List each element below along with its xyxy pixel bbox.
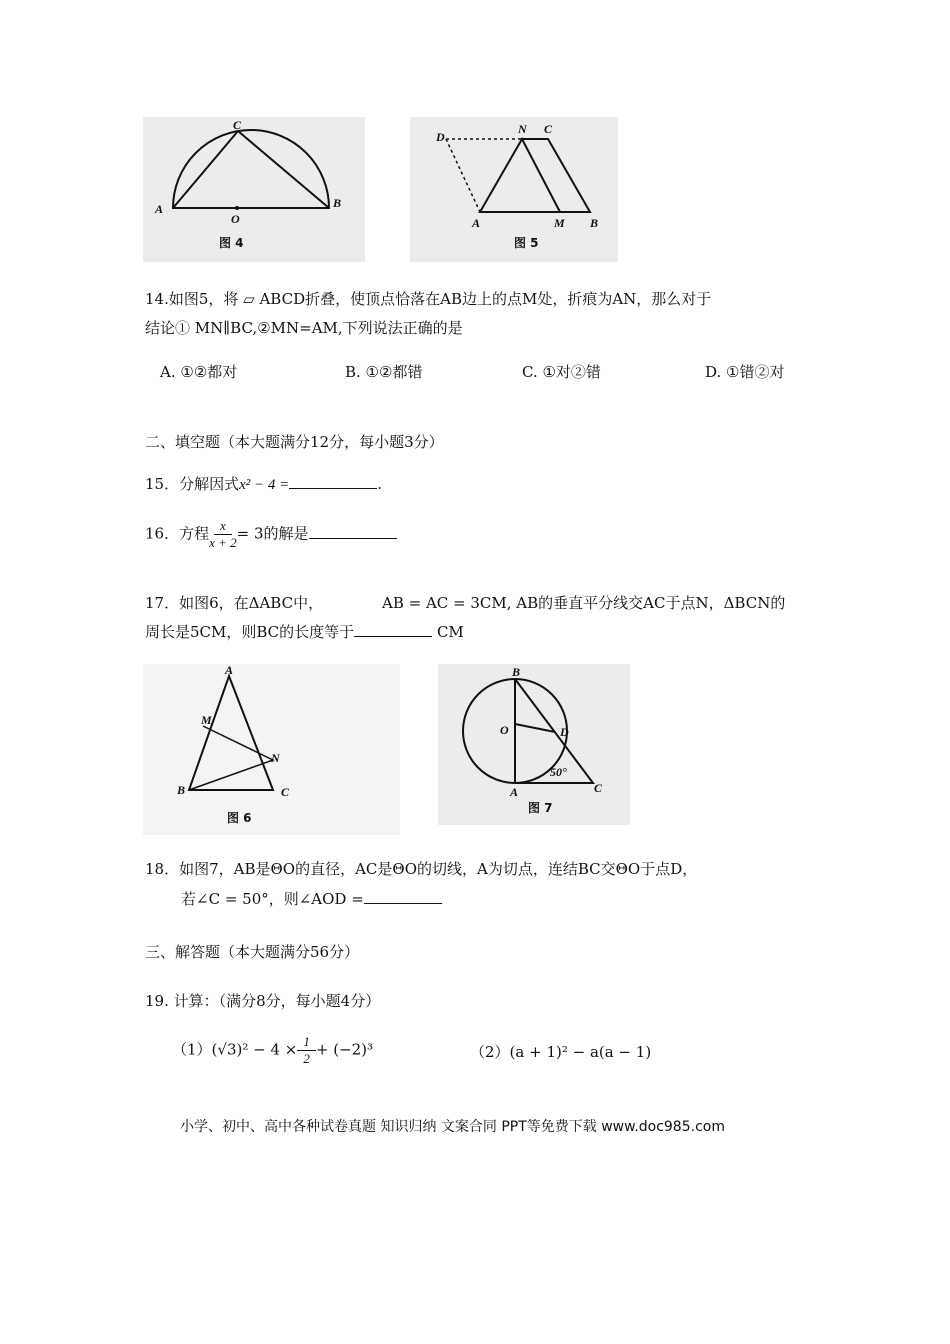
q15-expr: x² − 4 =: [239, 477, 290, 493]
label-angle: 50°: [550, 765, 567, 779]
question-14-line2: 结论① MN∥BC,②MN=AM,下列说法正确的是: [145, 319, 463, 337]
option-b: B. ①②都错: [345, 363, 423, 381]
figure-caption: 图 5: [514, 236, 539, 250]
option-c: C. ①对②错: [522, 363, 601, 381]
label-N: N: [518, 122, 527, 136]
label-D: D: [560, 725, 569, 739]
question-15: [145, 473, 382, 494]
question-14-line1: 14.如图5，将 ▱ ABCD折叠，使顶点恰落在AB边上的点M处，折痕为AN，那么对于: [145, 290, 712, 308]
label-M: M: [201, 713, 212, 727]
answer-blank: [309, 524, 397, 539]
label-A: A: [510, 785, 519, 799]
answer-blank: [364, 889, 442, 904]
q16-eq: = 3的解是: [236, 524, 309, 543]
figure-caption: 图 6: [227, 811, 252, 825]
fraction: [297, 1034, 316, 1067]
answer-blank: [354, 622, 432, 637]
answer-blank: [289, 474, 377, 489]
label-O: O: [231, 212, 240, 226]
figure-7: [438, 664, 630, 825]
label-C: C: [594, 781, 603, 795]
section-2-heading: 二、填空题（本大题满分12分，每小题3分）: [145, 433, 444, 451]
figure-4: [143, 117, 365, 262]
label-A: A: [155, 202, 164, 216]
q15-prefix: 15．分解因式: [145, 475, 240, 493]
label-D: D: [436, 130, 445, 144]
q18-text: 若∠C = 50°，则∠AOD =: [181, 890, 364, 908]
question-17-line1b: AB = AC = 3CM, AB的垂直平分线交AC于点N，ΔBCN的: [382, 594, 786, 612]
figure-caption: 图 7: [528, 801, 553, 815]
part1-expr-b: + (−2)³: [315, 1040, 374, 1059]
figure-5: [410, 117, 618, 262]
label-C: C: [281, 785, 290, 799]
figure-6: [143, 664, 400, 835]
option-a: A. ①②都对: [160, 363, 238, 381]
label-B: B: [333, 196, 342, 210]
q17-text: 周长是5CM，则BC的长度等于: [145, 623, 355, 641]
label-C: C: [544, 122, 553, 136]
question-17-line1a: 17．如图6，在ΔABC中，: [145, 594, 324, 612]
footer-text: 小学、初中、高中各种试卷真题 知识归纳 文案合同 PPT等免费下载 www.doc985.com: [180, 1119, 725, 1135]
fraction: [209, 518, 237, 551]
figure-caption: 图 4: [219, 236, 244, 250]
question-17-line2: [145, 621, 464, 642]
label-B: B: [177, 783, 186, 797]
denominator: 2: [303, 1051, 310, 1066]
option-d: D. ①错②对: [705, 363, 785, 381]
question-19-part1: [172, 1034, 373, 1067]
denominator: x + 2: [209, 535, 237, 550]
question-18-line1: 18．如图7，AB是ΘO的直径，AC是ΘO的切线，A为切点，连结BC交ΘO于点D，: [145, 860, 698, 878]
question-18-line2: [181, 888, 442, 909]
numerator: 1: [297, 1034, 316, 1051]
label-A: A: [472, 216, 481, 230]
numerator: x: [214, 518, 232, 535]
q17-unit: CM: [436, 623, 464, 641]
question-19-title: 19. 计算：（满分8分，每小题4分）: [145, 992, 381, 1010]
q15-suffix: .: [377, 475, 383, 493]
section-3-heading: 三、解答题（本大题满分56分）: [145, 943, 360, 961]
part1-expr-a: （1）(√3)² − 4 ×: [172, 1040, 298, 1059]
label-A: A: [225, 664, 234, 677]
q16-prefix: 16．方程: [145, 524, 210, 543]
question-19-part2: （2）(a + 1)² − a(a − 1): [470, 1043, 652, 1061]
question-16: [145, 518, 397, 551]
label-N: N: [271, 751, 280, 765]
label-M: M: [554, 216, 565, 230]
label-B: B: [512, 665, 521, 679]
label-B: B: [590, 216, 599, 230]
label-O: O: [500, 723, 509, 737]
label-C: C: [233, 118, 242, 132]
